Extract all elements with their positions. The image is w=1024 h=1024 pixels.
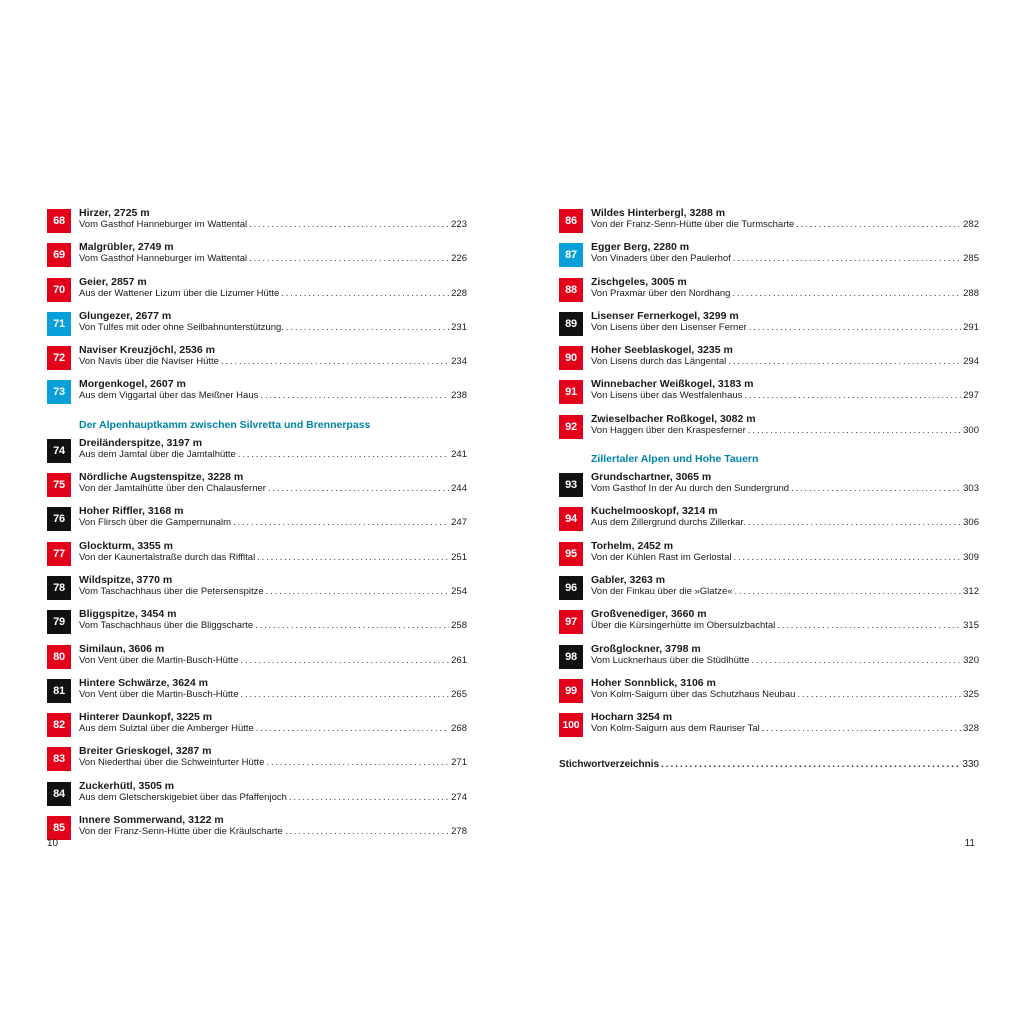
toc-entry[interactable] (47, 574, 467, 608)
page-ref: 291 (963, 321, 979, 333)
left-toc-list (47, 207, 467, 848)
tour-number-badge: 83 (47, 747, 71, 771)
route-description: Aus der Wattener Lizum über die Lizumer Hütte (79, 287, 280, 299)
page-ref: 258 (451, 620, 467, 632)
toc-entry[interactable] (559, 505, 979, 539)
tour-number-badge: 82 (47, 713, 71, 737)
dot-leader (240, 655, 449, 666)
tour-number-badge: 96 (559, 576, 583, 600)
route-description: Von der Kühlen Rast im Gerlostal (591, 551, 732, 563)
tour-number-badge: 94 (559, 507, 583, 531)
route-line (79, 288, 467, 299)
route-description: Von Vent über die Martin-Busch-Hütte (79, 688, 239, 700)
route-description: Von Niederthai über die Schweinfurter Hütte (79, 757, 265, 769)
route-line (591, 620, 979, 631)
entry-text (79, 344, 467, 367)
entry-text (591, 413, 979, 436)
page-ref: 234 (451, 356, 467, 368)
toc-entry[interactable] (47, 471, 467, 505)
right-entries-group-2 (559, 471, 979, 745)
summit-title: Hoher Seeblaskogel, 3235 m (591, 344, 733, 357)
summit-title: Nördliche Augstenspitze, 3228 m (79, 471, 244, 484)
route-description: Vom Gasthof In der Au durch den Sundergrund (591, 483, 790, 495)
route-line (79, 322, 467, 333)
summit-title: Malgrübler, 2749 m (79, 241, 174, 254)
summit-title: Zischgeles, 3005 m (591, 275, 687, 288)
tour-number-badge: 93 (559, 473, 583, 497)
dot-leader (238, 449, 449, 460)
toc-entry[interactable] (559, 711, 979, 745)
entry-text (79, 711, 467, 734)
entry-text (79, 310, 467, 333)
toc-entry[interactable] (559, 471, 979, 505)
entry-text (591, 471, 979, 494)
route-description: Von Kolm-Saigurn aus dem Rauriser Tal (591, 723, 760, 735)
dot-leader (268, 483, 449, 494)
dot-leader (748, 425, 961, 436)
tour-number-badge: 75 (47, 473, 71, 497)
page-ref: 265 (451, 688, 467, 700)
route-line (591, 689, 979, 700)
summit-title: Morgenkogel, 2607 m (79, 378, 186, 391)
toc-entry[interactable] (47, 745, 467, 779)
entry-text (591, 378, 979, 401)
dot-leader (257, 552, 449, 563)
summit-title: Similaun, 3606 m (79, 642, 165, 655)
tour-number-badge: 99 (559, 679, 583, 703)
route-line (79, 517, 467, 528)
dot-leader (256, 723, 449, 734)
summit-title: Hoher Sonnblick, 3106 m (591, 676, 716, 689)
toc-entry[interactable] (47, 711, 467, 745)
dot-leader (233, 517, 449, 528)
tour-number-badge: 70 (47, 278, 71, 302)
toc-entry[interactable] (47, 310, 467, 344)
route-description: Von Kolm-Saigurn über das Schutzhaus Neubau (591, 688, 796, 700)
route-description: Von Flirsch über die Gampernunalm (79, 517, 232, 529)
entry-text (79, 643, 467, 666)
route-line (591, 483, 979, 494)
dot-leader (762, 723, 961, 734)
summit-title: Grundschartner, 3065 m (591, 471, 712, 484)
entry-text (591, 310, 979, 333)
left-entries-group-2 (47, 437, 467, 849)
route-description: Vom Taschachhaus über die Petersenspitze (79, 585, 264, 597)
entry-text (79, 505, 467, 528)
route-description: Aus dem Gletscherskigebiet über das Pfaffenjoch (79, 791, 287, 803)
entry-text (79, 207, 467, 230)
tour-number-badge: 100 (559, 713, 583, 737)
route-line (79, 757, 467, 768)
summit-title: Großglockner, 3798 m (591, 642, 701, 655)
route-description: Aus dem Viggartal über das Meißner Haus (79, 390, 259, 402)
page-ref: 309 (963, 551, 979, 563)
page-ref: 288 (963, 287, 979, 299)
route-line (591, 288, 979, 299)
index-entry[interactable] (559, 759, 979, 770)
dot-leader (249, 253, 449, 264)
route-description: Von der Kaunertalstraße durch das Riffltal (79, 551, 256, 563)
summit-title: Zwieselbacher Roßkogel, 3082 m (591, 412, 756, 425)
summit-title: Wildspitze, 3770 m (79, 573, 173, 586)
tour-number-badge: 86 (559, 209, 583, 233)
toc-entry[interactable] (47, 505, 467, 539)
dot-leader (286, 322, 449, 333)
route-description: Von Lisens über den Lisenser Ferner (591, 321, 747, 333)
summit-title: Winnebacher Weißkogel, 3183 m (591, 378, 754, 391)
page-ref: 294 (963, 356, 979, 368)
toc-entry[interactable] (47, 780, 467, 814)
summit-title: Dreiländerspitze, 3197 m (79, 436, 203, 449)
page-number: 10 (47, 838, 59, 849)
page-ref: 241 (451, 448, 467, 460)
toc-entry[interactable] (559, 608, 979, 642)
page-ref: 274 (451, 791, 467, 803)
tour-number-badge: 69 (47, 243, 71, 267)
page-ref: 261 (451, 654, 467, 666)
toc-entry[interactable] (47, 643, 467, 677)
route-description: Aus dem Jamtal über die Jamtalhütte (79, 448, 236, 460)
route-line (79, 620, 467, 631)
toc-entry[interactable] (559, 643, 979, 677)
route-line (79, 253, 467, 264)
toc-entry[interactable] (559, 310, 979, 344)
route-description: Von Vent über die Martin-Busch-Hütte (79, 654, 239, 666)
left-page (47, 0, 467, 1024)
route-description: Von der Finkau über die »Glatze« (591, 585, 733, 597)
tour-number-badge: 97 (559, 610, 583, 634)
tour-number-badge: 80 (47, 645, 71, 669)
toc-entry[interactable] (47, 344, 467, 378)
tour-number-badge: 71 (47, 312, 71, 336)
route-description: Von Lisens durch das Längental (591, 356, 727, 368)
tour-number-badge: 73 (47, 380, 71, 404)
tour-number-badge: 84 (47, 782, 71, 806)
route-line (79, 723, 467, 734)
route-line (79, 483, 467, 494)
tour-number-badge: 88 (559, 278, 583, 302)
dot-leader (732, 288, 961, 299)
route-description: Von Tulfes mit oder ohne Seilbahnunterstützung. (79, 321, 284, 333)
route-description: Von Vinaders über den Paulerhof (591, 253, 731, 265)
dot-leader (285, 826, 449, 837)
dot-leader (744, 390, 961, 401)
page-ref: 223 (451, 219, 467, 230)
tour-number-badge: 79 (47, 610, 71, 634)
toc-entry[interactable] (47, 540, 467, 574)
entry-text (79, 378, 467, 401)
page-ref: 328 (963, 723, 979, 735)
route-line (591, 322, 979, 333)
right-toc-list (559, 207, 979, 770)
summit-title: Torhelm, 2452 m (591, 539, 674, 552)
summit-title: Großvenediger, 3660 m (591, 608, 707, 621)
dot-leader (289, 792, 449, 803)
route-description: Von Praxmar über den Nordhang (591, 287, 731, 299)
route-description: Vom Gasthof Hanneburger im Wattental (79, 219, 248, 230)
index-page-ref: 330 (962, 759, 979, 771)
route-line (79, 689, 467, 700)
route-line (591, 425, 979, 436)
summit-title: Zuckerhütl, 3505 m (79, 779, 175, 792)
summit-title: Hinterer Daunkopf, 3225 m (79, 711, 213, 724)
entry-text (79, 677, 467, 700)
right-entries-group-1 (559, 207, 979, 447)
summit-title: Breiter Grieskogel, 3287 m (79, 745, 212, 758)
toc-entry[interactable] (559, 207, 979, 241)
dot-leader (733, 253, 961, 264)
route-line (591, 390, 979, 401)
route-line (591, 586, 979, 597)
route-line (79, 586, 467, 597)
route-description: Vom Gasthof Hanneburger im Wattental (79, 253, 248, 265)
entry-text (79, 608, 467, 631)
tour-number-badge: 85 (47, 816, 71, 840)
tour-number-badge: 81 (47, 679, 71, 703)
tour-number-badge: 92 (559, 415, 583, 439)
entry-text (591, 344, 979, 367)
page-ref: 306 (963, 517, 979, 529)
dot-leader (266, 757, 449, 768)
toc-entry[interactable] (559, 241, 979, 275)
toc-entry[interactable] (559, 540, 979, 574)
dot-leader (260, 390, 449, 401)
route-description: Vom Taschachhaus über die Bliggscharte (79, 620, 254, 632)
entry-text (79, 241, 467, 264)
tour-number-badge: 76 (47, 507, 71, 531)
summit-title: Kuchelmooskopf, 3214 m (591, 505, 718, 518)
route-line (591, 655, 979, 666)
entry-text (79, 471, 467, 494)
entry-text (79, 437, 467, 460)
summit-title: Bliggspitze, 3454 m (79, 608, 177, 621)
dot-leader (249, 219, 449, 230)
tour-number-badge: 77 (47, 542, 71, 566)
entry-text (591, 608, 979, 631)
route-description: Von Lisens über das Westfalenhaus (591, 390, 743, 402)
page-number: 11 (964, 838, 975, 849)
entry-text (591, 276, 979, 299)
tour-number-badge: 89 (559, 312, 583, 336)
summit-title: Hoher Riffler, 3168 m (79, 505, 184, 518)
entry-text (79, 814, 467, 837)
route-line (591, 552, 979, 563)
summit-title: Hocharn 3254 m (591, 711, 673, 724)
page-ref: 325 (963, 688, 979, 700)
dot-leader (255, 620, 449, 631)
page-ref: 254 (451, 585, 467, 597)
tour-number-badge: 68 (47, 209, 71, 233)
summit-title: Hirzer, 2725 m (79, 207, 150, 219)
dot-leader (281, 288, 449, 299)
toc-entry[interactable] (559, 413, 979, 447)
toc-entry[interactable] (47, 378, 467, 412)
page-ref: 285 (963, 253, 979, 265)
entry-text (79, 745, 467, 768)
left-entries-group-1 (47, 207, 467, 413)
summit-title: Geier, 2857 m (79, 275, 147, 288)
route-description: Von der Franz-Senn-Hütte über die Kräulscharte (79, 826, 283, 838)
dot-leader (733, 552, 961, 563)
toc-entry[interactable] (559, 378, 979, 412)
tour-number-badge: 91 (559, 380, 583, 404)
route-description: Von Haggen über den Kraspesferner (591, 424, 746, 436)
entry-text (79, 780, 467, 803)
entry-text (591, 711, 979, 734)
page-ref: 247 (451, 517, 467, 529)
tour-number-badge: 78 (47, 576, 71, 600)
route-description: Von Navis über die Naviser Hütte (79, 356, 219, 368)
dot-leader (735, 586, 962, 597)
dot-leader (240, 689, 449, 700)
summit-title: Egger Berg, 2280 m (591, 241, 690, 254)
entry-text (79, 574, 467, 597)
page-ref: 271 (451, 757, 467, 769)
right-page (559, 0, 979, 1024)
summit-title: Naviser Kreuzjöchl, 2536 m (79, 344, 215, 357)
page-ref: 228 (451, 287, 467, 299)
route-description: Aus dem Zillergrund durchs Zillerkar. (591, 517, 746, 529)
toc-entry[interactable] (47, 276, 467, 310)
dot-leader (749, 322, 961, 333)
route-line (79, 792, 467, 803)
dot-leader (728, 356, 961, 367)
entry-text (591, 505, 979, 528)
route-description: Von der Jamtalhütte über den Chalausferner (79, 483, 266, 495)
route-line (591, 723, 979, 734)
entry-text (591, 643, 979, 666)
route-line (591, 356, 979, 367)
route-line (591, 253, 979, 264)
entry-text (591, 677, 979, 700)
page-ref: 300 (963, 424, 979, 436)
route-line (79, 390, 467, 401)
summit-title: Hintere Schwärze, 3624 m (79, 676, 208, 689)
route-description: Über die Kürsingerhütte im Obersulzbachtal (591, 620, 776, 632)
summit-title: Gabler, 3263 m (591, 573, 666, 586)
route-line (79, 356, 467, 367)
tour-number-badge: 95 (559, 542, 583, 566)
section-heading: Der Alpenhauptkamm zwischen Silvretta und Brennerpass (79, 418, 371, 431)
page-ref: 244 (451, 483, 467, 495)
dot-leader (777, 620, 961, 631)
index-label: Stichwortverzeichnis (559, 759, 660, 771)
page-ref: 278 (451, 826, 467, 838)
dot-leader (797, 689, 961, 700)
route-line (79, 655, 467, 666)
route-line (79, 552, 467, 563)
toc-entry[interactable] (559, 574, 979, 608)
tour-number-badge: 74 (47, 439, 71, 463)
dot-leader (221, 356, 449, 367)
toc-entry[interactable] (47, 814, 467, 848)
entry-text (79, 276, 467, 299)
summit-title: Innere Sommerwand, 3122 m (79, 814, 224, 827)
summit-title: Glungezer, 2677 m (79, 309, 172, 322)
dot-leader (661, 759, 960, 770)
toc-entry[interactable] (47, 437, 467, 471)
entry-text (591, 540, 979, 563)
page-ref: 238 (451, 390, 467, 402)
toc-entry[interactable] (47, 608, 467, 642)
toc-entry[interactable] (47, 241, 467, 275)
page-ref: 251 (451, 551, 467, 563)
dot-leader (796, 219, 961, 230)
page-ref: 226 (451, 253, 467, 265)
page-ref: 315 (963, 620, 979, 632)
entry-text (591, 207, 979, 230)
entry-text (79, 540, 467, 563)
route-line (79, 449, 467, 460)
toc-entry[interactable] (559, 677, 979, 711)
summit-title: Lisenser Fernerkogel, 3299 m (591, 309, 739, 322)
section-heading: Zillertaler Alpen und Hohe Tauern (591, 453, 759, 466)
page-ref: 282 (963, 219, 979, 230)
route-description: Aus dem Sulztal über die Amberger Hütte (79, 723, 254, 735)
page-ref: 268 (451, 723, 467, 735)
entry-text (591, 574, 979, 597)
toc-entry[interactable] (559, 344, 979, 378)
toc-entry[interactable] (47, 677, 467, 711)
route-line (591, 219, 979, 230)
page-ref: 297 (963, 390, 979, 402)
summit-title: Glockturm, 3355 m (79, 539, 173, 552)
tour-number-badge: 98 (559, 645, 583, 669)
route-line (591, 517, 979, 528)
entry-text (591, 241, 979, 264)
tour-number-badge: 72 (47, 346, 71, 370)
dot-leader (791, 483, 961, 494)
route-description: Vom Lucknerhaus über die Stüdlhütte (591, 654, 750, 666)
tour-number-badge: 90 (559, 346, 583, 370)
page-ref: 231 (451, 321, 467, 333)
route-line (79, 219, 467, 230)
page-ref: 320 (963, 654, 979, 666)
route-line (79, 826, 467, 837)
summit-title: Wildes Hinterbergl, 3288 m (591, 207, 726, 219)
page-ref: 303 (963, 483, 979, 495)
toc-entry[interactable] (47, 207, 467, 241)
tour-number-badge: 87 (559, 243, 583, 267)
dot-leader (751, 655, 961, 666)
toc-entry[interactable] (559, 276, 979, 310)
route-description: Von der Franz-Senn-Hütte über die Turmscharte (591, 219, 795, 230)
page-ref: 312 (963, 585, 979, 597)
dot-leader (266, 586, 449, 597)
dot-leader (748, 517, 961, 528)
